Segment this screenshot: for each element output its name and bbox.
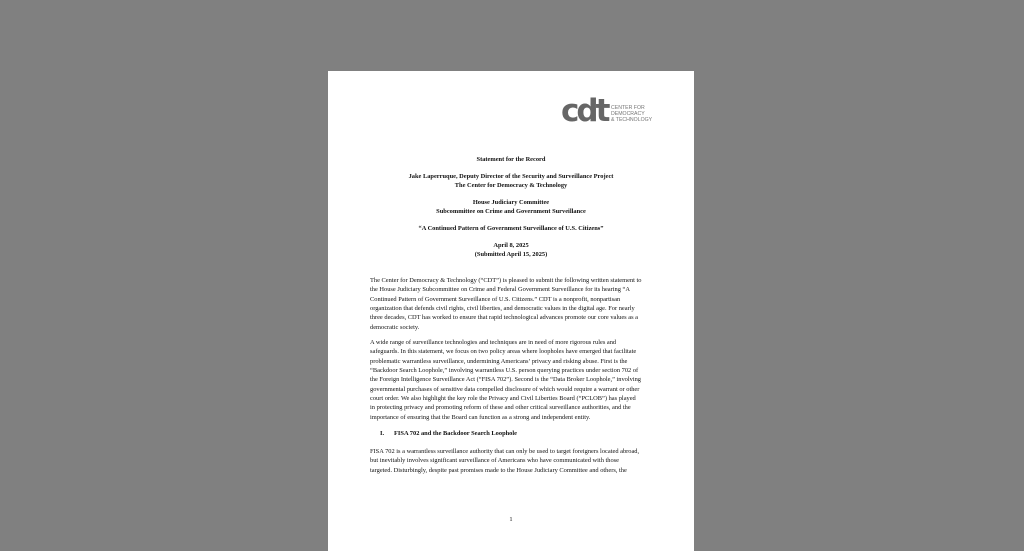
para2-line: in protecting privacy and promoting reform of these and other critical surveillance authorities, and the — [370, 404, 631, 412]
header-line: The Center for Democracy & Technology — [454, 182, 568, 189]
header-line: “A Continued Pattern of Government Surveillance of U.S. Citizens” — [418, 225, 604, 232]
para2-line: court order. We also highlight the key role the Privacy and Civil Liberties Board (“PCLOB”) has played — [370, 395, 636, 403]
para3-line: FISA 702 is a warrantless surveillance authority that can only be used to target foreigners located abroad, — [370, 448, 640, 455]
logo-mark: cdt — [561, 93, 608, 129]
para1-line: The Center for Democracy & Technology (“CDT”) is pleased to submit the following written statement to — [370, 277, 642, 284]
document-page — [328, 71, 694, 551]
header-line: April 8, 2025 — [493, 242, 529, 249]
para2-line: problematic warrantless surveillance, undermining Americans’ privacy and risking abuse. First is the — [370, 357, 628, 365]
header-line: (Submitted April 15, 2025) — [474, 251, 548, 258]
para2-line: A wide range of surveillance technologies and techniques are in need of more rigorous rules and — [370, 339, 617, 346]
para3-line: but inevitably involves significant surveillance of Americans who have communicated with those — [370, 457, 619, 465]
logo-text — [611, 105, 652, 123]
para2-line: safeguards. In this statement, we focus on two policy areas where loopholes have emerged that facilitate — [370, 348, 637, 356]
para1-line: the House Judiciary Subcommittee on Crime and Federal Government Surveillance for its hearing “A — [370, 286, 630, 294]
cdt-logo — [561, 93, 661, 129]
header-line: Jake Laperruque, Deputy Director of the Security and Surveillance Project — [408, 173, 614, 180]
page-number: 1 — [509, 516, 513, 523]
section-title: FISA 702 and the Backdoor Search Loophole — [394, 430, 517, 437]
para3-line: targeted. Disturbingly, despite past promises made to the House Judiciary Committee and others, the — [370, 466, 627, 474]
para2-line: importance of ensuring that the Board can function as a strong and independent entity. — [370, 413, 591, 421]
logo-line: DEMOCRACY — [611, 111, 645, 117]
para1-line: Continued Pattern of Government Surveillance of U.S. Citizens.” CDT is a nonprofit, nonpartisan — [370, 295, 621, 303]
para1-line: organization that defends civil rights, civil liberties, and democratic values in the digital age. For nearly — [370, 305, 635, 313]
para2-line: the Foreign Intelligence Surveillance Act (“FISA 702”). Second is the “Data Broker Loophole,” involving — [370, 376, 641, 384]
logo-line: CENTER FOR — [611, 105, 645, 111]
header-line: House Judiciary Committee — [472, 199, 550, 206]
para2-line: “Backdoor Search Loophole,” involving warrantless U.S. person querying practices under section 702 of — [370, 367, 639, 375]
para1-line: three decades, CDT has worked to ensure that rapid technological advances promote our core values as a — [370, 314, 639, 322]
para2-line: governmental purchases of sensitive data compelled disclosure of which would require a warrant or other — [370, 385, 640, 393]
header-line: Statement for the Record — [476, 156, 546, 163]
para1-line: democratic society. — [370, 323, 420, 331]
header-line: Subcommittee on Crime and Government Surveillance — [436, 208, 586, 215]
section-number: I. — [380, 430, 385, 437]
logo-line: & TECHNOLOGY — [611, 117, 653, 123]
